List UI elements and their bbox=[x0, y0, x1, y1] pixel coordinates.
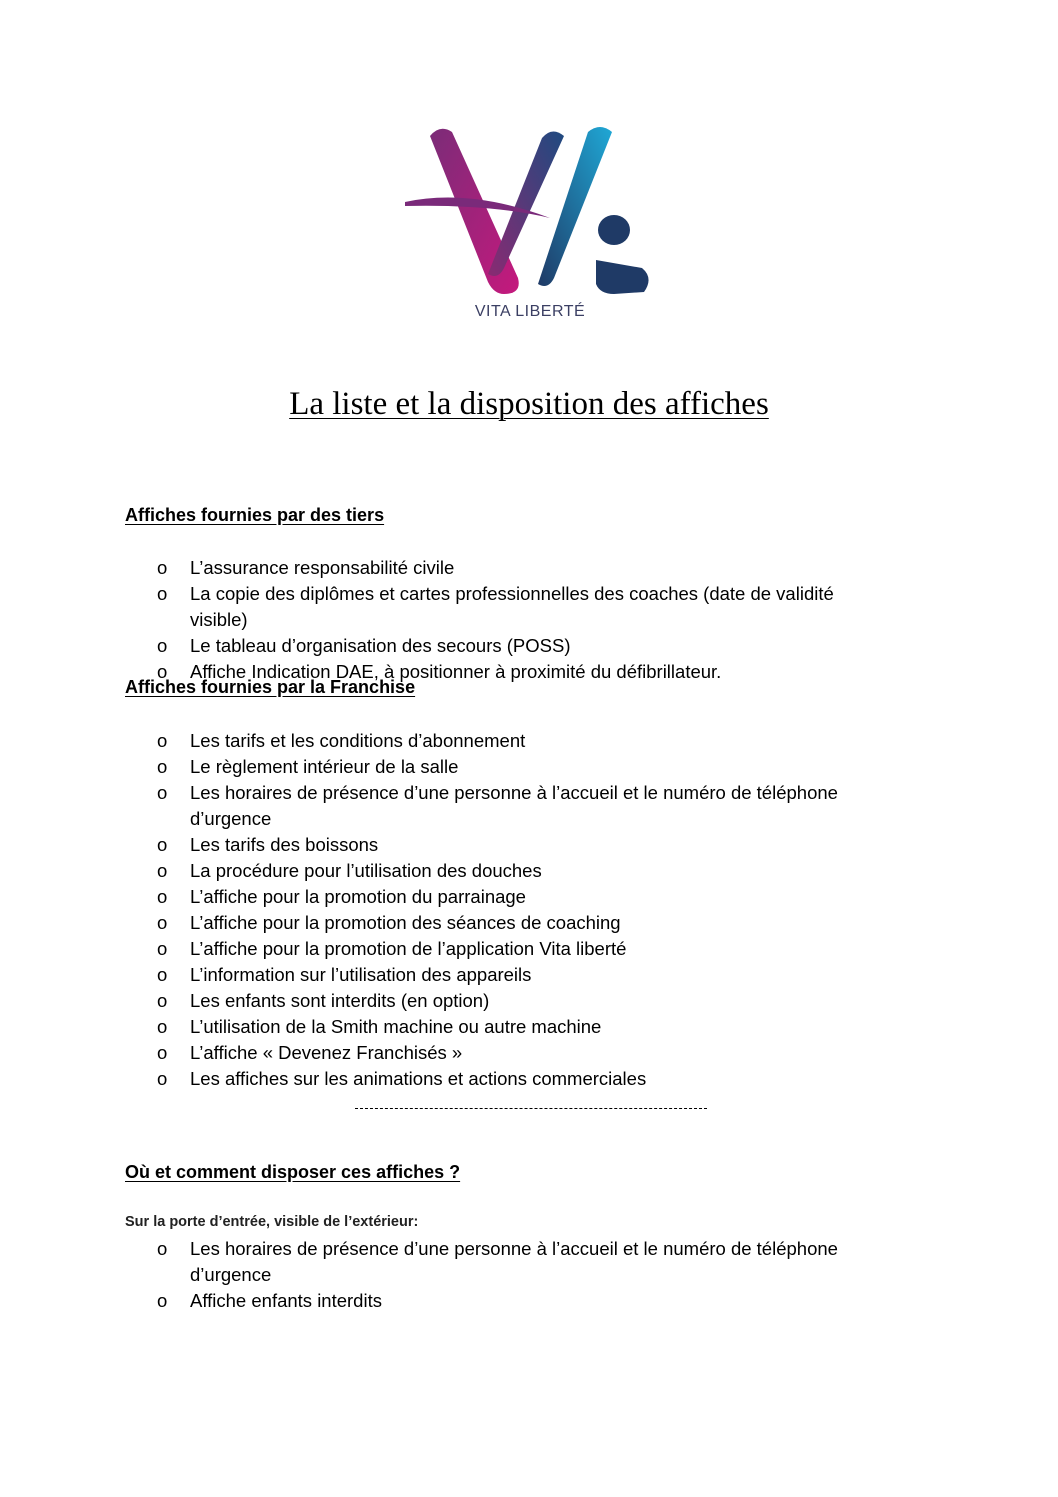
list-item: o L’utilisation de la Smith machine ou autre machine bbox=[0, 1014, 890, 1040]
list-item: o L’affiche pour la promotion des séances de coaching bbox=[0, 910, 890, 936]
section-divider bbox=[355, 1108, 707, 1109]
subheading-porte-entree: Sur la porte d’entrée, visible de l’extérieur: bbox=[125, 1214, 419, 1230]
vita-liberte-logo bbox=[400, 118, 660, 333]
list-item: o Les horaires de présence d’une personne à l’accueil et le numéro de téléphone d’urgence bbox=[157, 1238, 838, 1285]
list-item: o La copie des diplômes et cartes professionnelles des coaches (date de validité visible) bbox=[157, 583, 834, 630]
list-item: o La procédure pour l’utilisation des douches bbox=[0, 858, 890, 884]
bullet-icon: o bbox=[157, 886, 168, 907]
bullet-icon: o bbox=[157, 782, 168, 803]
document-title: La liste et la disposition des affiches bbox=[289, 386, 769, 422]
list-item: o Le règlement intérieur de la salle bbox=[0, 754, 890, 780]
list-item: o Affiche enfants interdits bbox=[0, 1288, 890, 1314]
bullet-icon: o bbox=[157, 860, 168, 881]
bullet-icon: o bbox=[157, 583, 168, 604]
bullet-icon: o bbox=[157, 1042, 168, 1063]
list-item: o L’affiche « Devenez Franchisés » bbox=[0, 1040, 890, 1066]
bullet-icon: o bbox=[157, 557, 168, 578]
bullet-icon: o bbox=[157, 1290, 168, 1311]
list-item: o L’information sur l’utilisation des appareils bbox=[0, 962, 890, 988]
bullet-icon: o bbox=[157, 661, 168, 682]
list-item: o Les affiches sur les animations et actions commerciales bbox=[0, 1066, 890, 1092]
bullet-icon: o bbox=[157, 912, 168, 933]
list-affiches-tiers bbox=[0, 555, 890, 685]
list-item: o Le tableau d’organisation des secours (POSS) bbox=[0, 633, 890, 659]
bullet-icon: o bbox=[157, 964, 168, 985]
list-item: o L’affiche pour la promotion de l’application Vita liberté bbox=[0, 936, 890, 962]
list-item: o Les horaires de présence d’une personne à l’accueil et le numéro de téléphone d’urgence bbox=[157, 782, 838, 829]
list-placement-porte bbox=[0, 1236, 890, 1314]
bullet-icon: o bbox=[157, 938, 168, 959]
list-item: o Affiche Indication DAE, à positionner à proximité du défibrillateur. bbox=[0, 659, 890, 685]
bullet-icon: o bbox=[157, 1238, 168, 1259]
list-item: o Les tarifs des boissons bbox=[0, 832, 890, 858]
heading-placement: Où et comment disposer ces affiches ? bbox=[125, 1162, 461, 1182]
heading-affiches-franchise: Affiches fournies par la Franchise bbox=[125, 677, 416, 697]
bullet-icon: o bbox=[157, 1068, 168, 1089]
bullet-icon: o bbox=[157, 730, 168, 751]
list-item: o L’affiche pour la promotion du parrainage bbox=[0, 884, 890, 910]
bullet-icon: o bbox=[157, 1016, 168, 1037]
list-item: o L’assurance responsabilité civile bbox=[0, 555, 890, 581]
heading-affiches-tiers: Affiches fournies par des tiers bbox=[125, 505, 385, 525]
logo-mark-icon bbox=[400, 118, 660, 308]
list-item: o Les tarifs et les conditions d’abonnement bbox=[0, 728, 890, 754]
logo-wordmark: VITA LIBERTÉ bbox=[474, 303, 586, 320]
bullet-icon: o bbox=[157, 635, 168, 656]
list-affiches-franchise bbox=[0, 728, 890, 1092]
bullet-icon: o bbox=[157, 990, 168, 1011]
list-item: o Les enfants sont interdits (en option) bbox=[0, 988, 890, 1014]
bullet-icon: o bbox=[157, 756, 168, 777]
bullet-icon: o bbox=[157, 834, 168, 855]
